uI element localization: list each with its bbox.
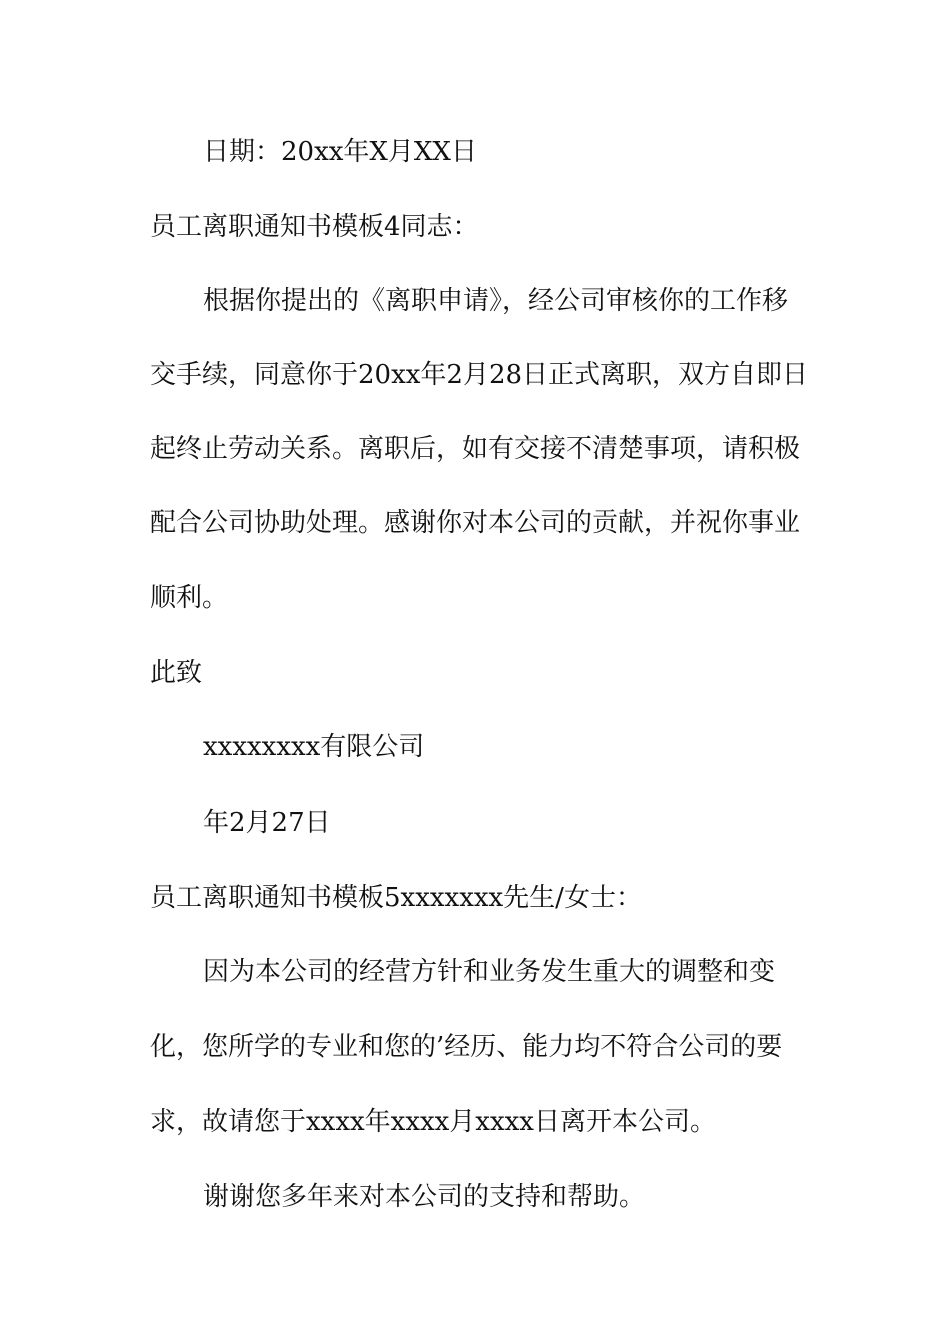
date-line: 日期：20xx年X月XX日 [203,137,477,167]
template5-body-line: 因为本公司的经营方针和业务发生重大的调整和变 [203,957,776,987]
template5-salutation: 员工离职通知书模板5xxxxxxx先生/女士： [150,883,642,913]
template4-company: xxxxxxxx有限公司 [203,732,425,762]
template4-body-line: 配合公司协助处理。感谢你对本公司的贡献，并祝你事业 [150,508,801,538]
template4-body-line: 交手续，同意你于20xx年2月28日正式离职，双方自即日 [150,360,809,390]
template5-thanks: 谢谢您多年来对本公司的支持和帮助。 [203,1182,646,1212]
template4-body-line: 根据你提出的《离职申请》，经公司审核你的工作移 [203,286,789,316]
template4-body-line: 顺利。 [150,583,229,613]
template4-salutation: 员工离职通知书模板4同志： [150,212,479,242]
template5-body-line: 求，故请您于xxxx年xxxx月xxxx日离开本公司。 [150,1107,716,1137]
template4-body-line: 起终止劳动关系。离职后，如有交接不清楚事项，请积极 [150,434,801,464]
template4-closing: 此致 [150,658,203,688]
template5-body-line: 化，您所学的专业和您的’经历、能力均不符合公司的要 [150,1032,783,1062]
template4-sign-date: 年2月27日 [203,808,331,838]
